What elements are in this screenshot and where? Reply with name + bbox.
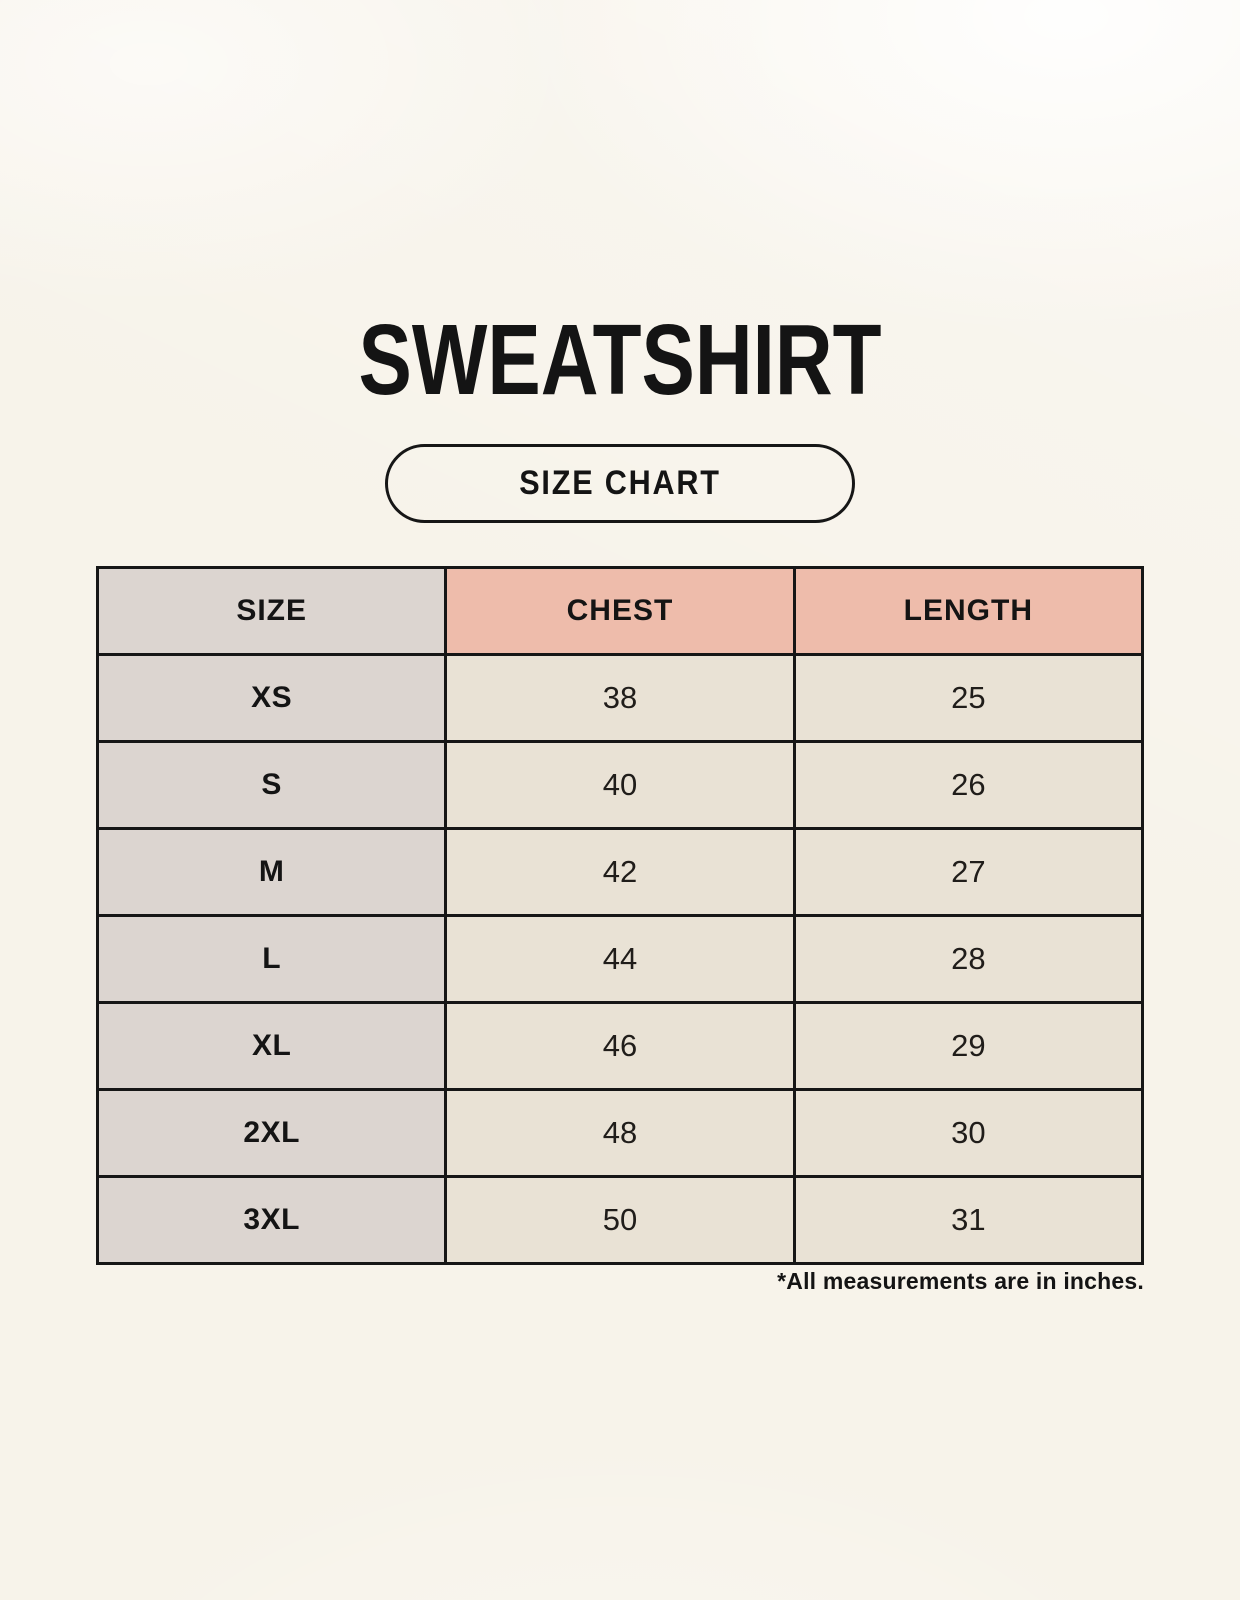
- size-cell: S: [98, 742, 446, 829]
- column-header-chest: CHEST: [446, 568, 794, 655]
- chest-cell: 42: [446, 829, 794, 916]
- table-row: [98, 742, 1143, 829]
- size-cell: 2XL: [98, 1090, 446, 1177]
- size-table: [96, 566, 1144, 1265]
- chest-cell: 38: [446, 655, 794, 742]
- size-cell: 3XL: [98, 1177, 446, 1264]
- chest-cell: 50: [446, 1177, 794, 1264]
- chest-cell: 40: [446, 742, 794, 829]
- size-cell: L: [98, 916, 446, 1003]
- length-cell: 31: [794, 1177, 1142, 1264]
- size-table-body: [98, 655, 1143, 1264]
- table-row: [98, 829, 1143, 916]
- table-row: [98, 655, 1143, 742]
- length-cell: 25: [794, 655, 1142, 742]
- length-cell: 26: [794, 742, 1142, 829]
- size-cell: XL: [98, 1003, 446, 1090]
- table-row: [98, 1177, 1143, 1264]
- length-cell: 27: [794, 829, 1142, 916]
- measurements-footnote: *All measurements are in inches.: [777, 1268, 1144, 1294]
- chest-cell: 46: [446, 1003, 794, 1090]
- size-cell: M: [98, 829, 446, 916]
- chest-cell: 48: [446, 1090, 794, 1177]
- chest-cell: 44: [446, 916, 794, 1003]
- length-cell: 30: [794, 1090, 1142, 1177]
- length-cell: 28: [794, 916, 1142, 1003]
- page-title: SWEATSHIRT: [358, 304, 882, 416]
- table-header-row: [98, 568, 1143, 655]
- table-row: [98, 916, 1143, 1003]
- size-chart-badge: [385, 444, 855, 523]
- table-row: [98, 1003, 1143, 1090]
- size-cell: XS: [98, 655, 446, 742]
- size-chart-badge-label: SIZE CHART: [519, 464, 721, 502]
- table-row: [98, 1090, 1143, 1177]
- column-header-length: LENGTH: [794, 568, 1142, 655]
- column-header-size: SIZE: [98, 568, 446, 655]
- length-cell: 29: [794, 1003, 1142, 1090]
